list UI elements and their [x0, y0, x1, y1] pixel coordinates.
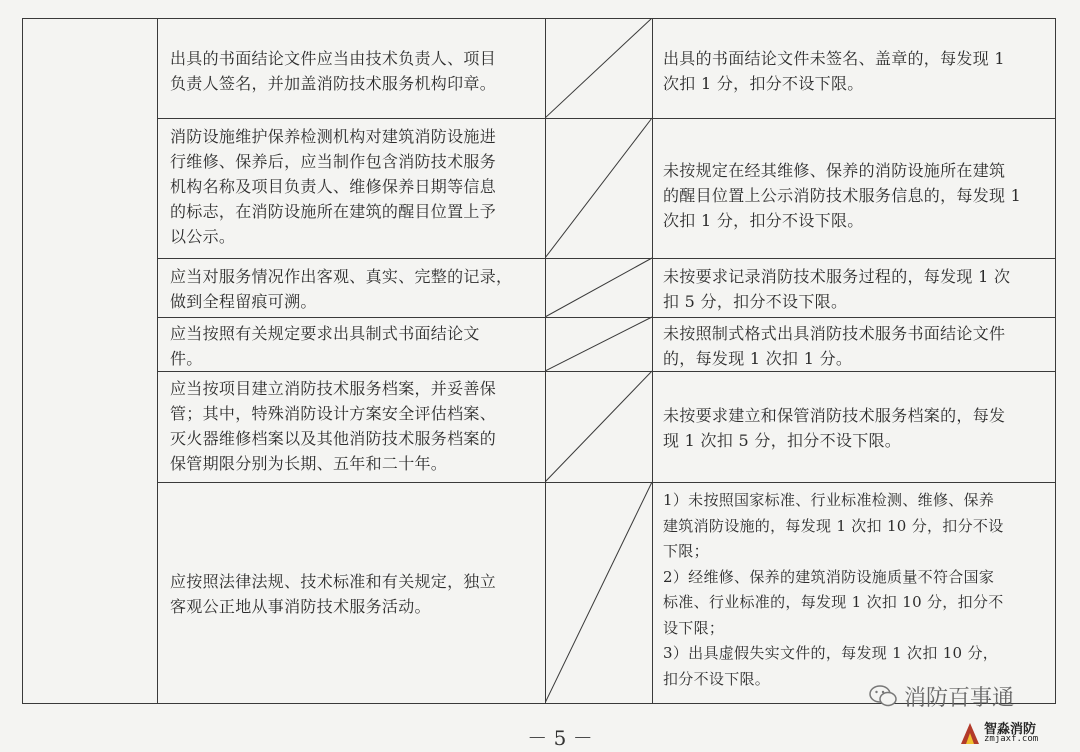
- penalty-cell: [663, 403, 1005, 453]
- text-line: 行维修、保养后，应当制作包含消防技术服务: [170, 152, 497, 171]
- logo-url: zmjaxf.com: [984, 734, 1039, 744]
- text-line: 管；其中，特殊消防设计方案安全评估档案、: [170, 404, 497, 423]
- text-line: 的标志，在消防设施所在建筑的醒目位置上予: [170, 202, 497, 221]
- table-border-left: [22, 18, 23, 704]
- text-line: 以公示。: [170, 227, 236, 246]
- wechat-icon: [868, 683, 898, 709]
- text-line: 保管期限分别为长期、五年和二十年。: [170, 454, 448, 473]
- wechat-watermark: [868, 680, 1014, 712]
- text-line: 扣分不设下限。: [663, 669, 771, 688]
- text-line: 次扣 1 分，扣分不设下限。: [663, 211, 864, 230]
- page-number: － 5 －: [527, 726, 593, 750]
- text-line: 应当按照有关规定要求出具制式书面结论文: [170, 324, 480, 343]
- text-line: 扣 5 分，扣分不设下限。: [663, 292, 848, 311]
- table-border-right: [1055, 18, 1056, 704]
- requirement-cell: [170, 124, 496, 249]
- penalty-cell: [663, 321, 1005, 371]
- text-line: 的醒目位置上公示消防技术服务信息的，每发现 1: [663, 186, 1022, 205]
- text-line: 件。: [170, 349, 203, 368]
- column-divider: [157, 18, 158, 704]
- text-line: 未按照制式格式出具消防技术服务书面结论文件: [663, 324, 1006, 343]
- text-line: 消防设施维护保养检测机构对建筑消防设施进: [170, 127, 497, 146]
- diagonal-line: [545, 258, 652, 317]
- text-line: 现 1 次扣 5 分，扣分不设下限。: [663, 431, 902, 450]
- text-line: 次扣 1 分，扣分不设下限。: [663, 74, 864, 93]
- diagonal-line: [545, 482, 652, 703]
- requirement-cell: [170, 264, 512, 314]
- text-line: 设下限；: [663, 618, 725, 637]
- text-line: 负责人签名，并加盖消防技术服务机构印章。: [170, 74, 497, 93]
- requirement-cell: [170, 376, 496, 476]
- text-line: 未按规定在经其维修、保养的消防设施所在建筑: [663, 161, 1006, 180]
- text-line: 应当按项目建立消防技术服务档案，并妥善保: [170, 379, 497, 398]
- text-line: 应按照法律法规、技术标准和有关规定，独立: [170, 572, 497, 591]
- text-line: 灭火器维修档案以及其他消防技术服务档案的: [170, 429, 497, 448]
- logo-name: 智淼消防: [984, 722, 1037, 737]
- penalty-cell: [663, 158, 1021, 233]
- text-line: 客观公正地从事消防技术服务活动。: [170, 597, 431, 616]
- text-line: 2）经维修、保养的建筑消防设施质量不符合国家: [663, 567, 995, 586]
- penalty-cell: [663, 488, 1004, 692]
- diagonal-line: [545, 118, 652, 258]
- diagonal-line: [545, 18, 652, 118]
- text-line: 机构名称及项目负责人、维修保养日期等信息: [170, 177, 497, 196]
- text-line: 出具的书面结论文件应当由技术负责人、项目: [170, 49, 497, 68]
- text-line: 出具的书面结论文件未签名、盖章的，每发现 1: [663, 49, 1005, 68]
- text-line: 的，每发现 1 次扣 1 分。: [663, 349, 853, 368]
- text-line: 下限；: [663, 542, 709, 560]
- row-divider: [22, 18, 1056, 19]
- text-line: 标准、行业标准的，每发现 1 次扣 10 分，扣分不: [663, 593, 1004, 611]
- text-line: 建筑消防设施的，每发现 1 次扣 10 分，扣分不设: [663, 516, 1004, 535]
- diagonal-line: [545, 371, 652, 482]
- text-line: 做到全程留痕可溯。: [170, 292, 317, 311]
- requirement-cell: [170, 321, 480, 371]
- diagonal-line: [545, 317, 652, 371]
- requirement-cell: [170, 569, 496, 619]
- text-line: 应当对服务情况作出客观、真实、完整的记录，: [170, 267, 513, 286]
- text-line: 3）出具虚假失实文件的，每发现 1 次扣 10 分，: [663, 644, 999, 662]
- watermark-text: 消防百事通: [904, 685, 1015, 711]
- text-line: 未按要求记录消防技术服务过程的，每发现 1 次: [663, 267, 1011, 286]
- text-line: 1）未按照国家标准、行业标准检测、维修、保养: [663, 491, 995, 509]
- penalty-cell: [663, 264, 1010, 314]
- site-logo: [958, 718, 1048, 748]
- text-line: 未按要求建立和保管消防技术服务档案的，每发: [663, 406, 1006, 425]
- empty-column-diagonals: [545, 18, 653, 704]
- flame-logo-icon: [958, 720, 982, 746]
- requirement-cell: [170, 46, 496, 96]
- penalty-cell: [663, 46, 1005, 96]
